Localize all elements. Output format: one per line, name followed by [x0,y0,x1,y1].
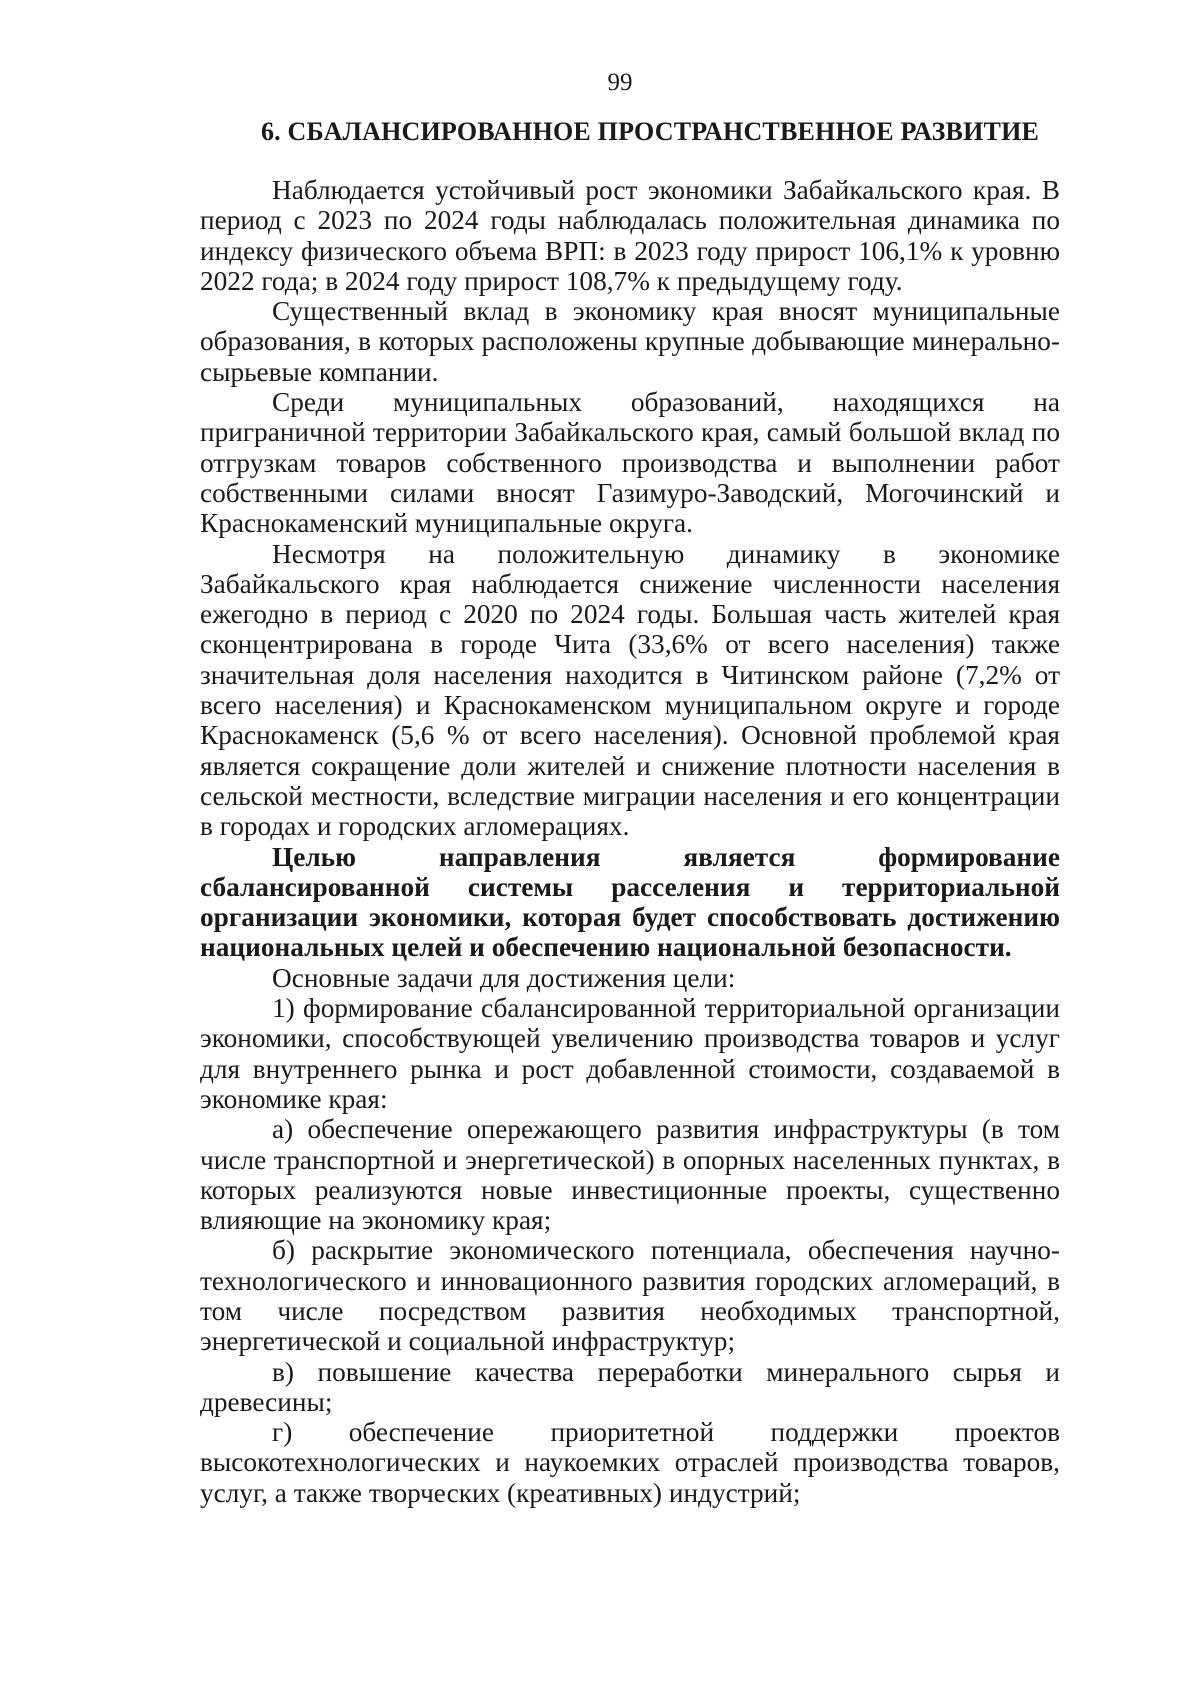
paragraph-border-municipalities: Среди муниципальных образований, находящихся на приграничной территории Забайкальского края, самый большой вклад по отгрузкам товаров собственного производства и выполнении работ собственными силами вносят Газимуро-Заводский, Могочинский и Краснокаменский муниципальные округа. [200,387,1060,539]
list-item-task-1d: г) обеспечение приоритетной поддержки проектов высокотехнологических и наукоемких отраслей производства товаров, услуг, а также творческих (креативных) индустрий; [200,1417,1060,1508]
paragraph-population-decline: Несмотря на положительную динамику в экономике Забайкальского края наблюдается снижение численности населения ежегодно в период с 2020 по 2024 годы. Большая часть жителей края сконцентрирована в городе Чита (33,6% от всего населения) также значительная доля населения находится в Читинском районе (7,2% от всего населения) и Краснокаменском муниципальном округе и городе Краснокаменск (5,6 % от всего населения). Основной проблемой края является сокращение доли жителей и снижение плотности населения в сельской местности, вследствие миграции населения и его концентрации в городах и городских агломерациях. [200,538,1060,842]
section-title: 6. СБАЛАНСИРОВАННОЕ ПРОСТРАНСТВЕННОЕ РАЗВИТИЕ [260,117,1040,146]
list-item-task-1: 1) формирование сбалансированной территориальной организации экономики, способствующей увеличению производства товаров и услуг для внутреннего рынка и рост добавленной стоимости, создаваемой в экономике края: [200,993,1060,1114]
paragraph-municipal-contribution: Существенный вклад в экономику края вносят муниципальные образования, в которых расположены крупные добывающие минерально-сырьевые компании. [200,296,1060,387]
list-item-task-1c: в) повышение качества переработки минерального сырья и древесины; [200,1356,1060,1417]
paragraph-economic-growth: Наблюдается устойчивый рост экономики Забайкальского края. В период с 2023 по 2024 годы наблюдалась положительная динамика по индексу физического объема ВРП: в 2023 году прирост 106,1% к уровню 2022 года; в 2024 году прирост 108,7% к предыдущему году. [200,175,1060,296]
body-text [200,175,1060,1508]
list-item-task-1a: а) обеспечение опережающего развития инфраструктуры (в том числе транспортной и энергетической) в опорных населенных пунктах, в которых реализуются новые инвестиционные проекты, существенно влияющие на экономику края; [200,1114,1060,1236]
paragraph-tasks-intro: Основные задачи для достижения цели: [272,962,736,993]
page-number: 99 [607,69,633,96]
paragraph-goal: Целью направления является формирование сбалансированной системы расселения и территориальной организации экономики, которая будет способствовать достижению национальных целей и обеспечению национальной безопасности. [200,841,1060,963]
list-item-task-1b: б) раскрытие экономического потенциала, обеспечения научно-технологического и инновационного развития городских агломераций, в том числе посредством развития необходимых транспортной, энергетической и социальной инфраструктур; [200,1235,1060,1357]
